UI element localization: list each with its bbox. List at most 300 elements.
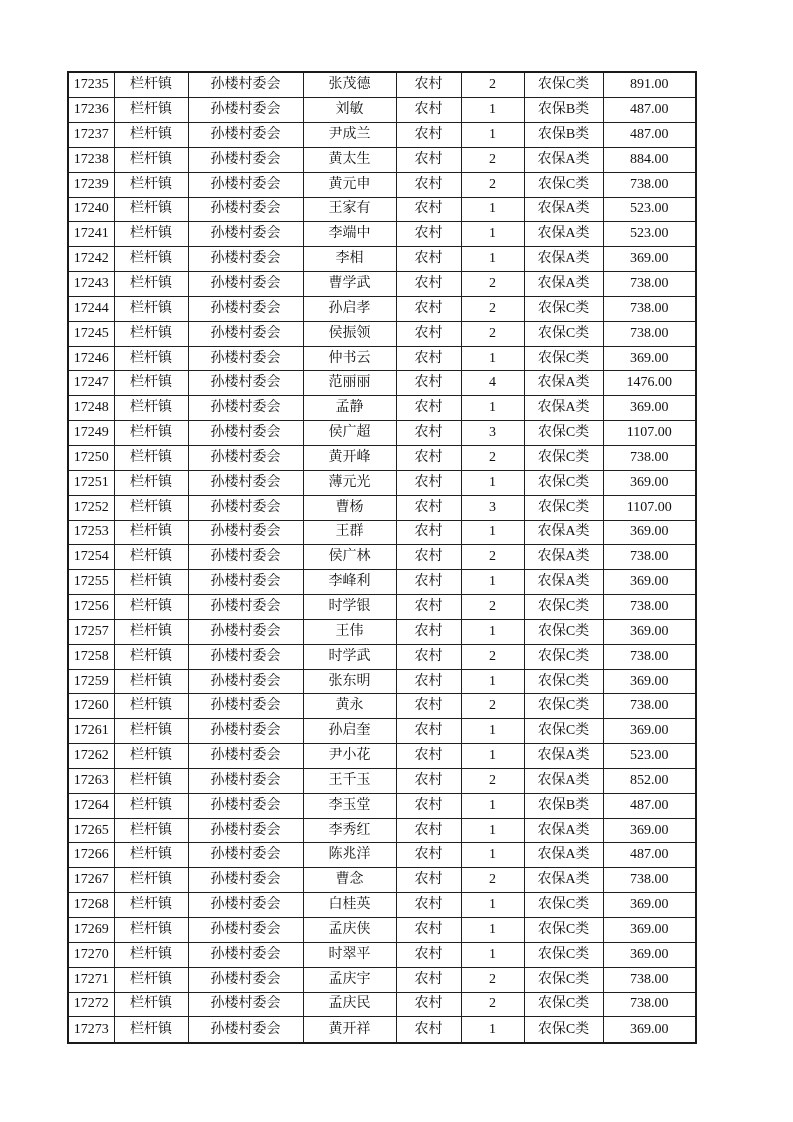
cell-person-count: 3	[461, 495, 524, 520]
cell-town: 栏杆镇	[114, 669, 188, 694]
cell-village-committee: 孙楼村委会	[188, 719, 303, 744]
cell-record-id: 17251	[68, 470, 114, 495]
table-row	[68, 222, 696, 247]
cell-town: 栏杆镇	[114, 545, 188, 570]
cell-person-count: 2	[461, 296, 524, 321]
cell-village-committee: 孙楼村委会	[188, 992, 303, 1017]
cell-person-name: 李相	[303, 247, 396, 272]
cell-amount: 369.00	[603, 918, 696, 943]
cell-insurance-category: 农保C类	[524, 445, 603, 470]
cell-amount: 369.00	[603, 470, 696, 495]
cell-town: 栏杆镇	[114, 595, 188, 620]
cell-person-name: 王家有	[303, 197, 396, 222]
cell-village-committee: 孙楼村委会	[188, 147, 303, 172]
cell-person-count: 1	[461, 98, 524, 123]
cell-town: 栏杆镇	[114, 942, 188, 967]
cell-person-name: 王群	[303, 520, 396, 545]
cell-area-type: 农村	[396, 197, 461, 222]
cell-village-committee: 孙楼村委会	[188, 942, 303, 967]
cell-record-id: 17273	[68, 1017, 114, 1043]
table-row	[68, 942, 696, 967]
cell-person-count: 1	[461, 222, 524, 247]
cell-area-type: 农村	[396, 396, 461, 421]
cell-town: 栏杆镇	[114, 470, 188, 495]
cell-insurance-category: 农保A类	[524, 520, 603, 545]
cell-amount: 369.00	[603, 619, 696, 644]
table-row	[68, 296, 696, 321]
cell-person-name: 范丽丽	[303, 371, 396, 396]
cell-town: 栏杆镇	[114, 421, 188, 446]
cell-amount: 738.00	[603, 992, 696, 1017]
cell-person-name: 尹小花	[303, 744, 396, 769]
table-row	[68, 421, 696, 446]
cell-insurance-category: 农保C类	[524, 644, 603, 669]
cell-person-name: 黄元申	[303, 172, 396, 197]
table-row	[68, 147, 696, 172]
cell-person-name: 时学银	[303, 595, 396, 620]
cell-area-type: 农村	[396, 470, 461, 495]
cell-person-name: 曹杨	[303, 495, 396, 520]
table-row	[68, 346, 696, 371]
table-row	[68, 98, 696, 123]
cell-village-committee: 孙楼村委会	[188, 98, 303, 123]
cell-record-id: 17253	[68, 520, 114, 545]
cell-town: 栏杆镇	[114, 197, 188, 222]
cell-area-type: 农村	[396, 967, 461, 992]
cell-insurance-category: 农保A类	[524, 843, 603, 868]
cell-amount: 369.00	[603, 570, 696, 595]
cell-person-name: 李端中	[303, 222, 396, 247]
cell-person-count: 2	[461, 445, 524, 470]
cell-person-name: 孙启孝	[303, 296, 396, 321]
cell-insurance-category: 农保C类	[524, 72, 603, 98]
cell-amount: 487.00	[603, 98, 696, 123]
cell-person-name: 孟庆民	[303, 992, 396, 1017]
cell-town: 栏杆镇	[114, 172, 188, 197]
cell-town: 栏杆镇	[114, 520, 188, 545]
cell-amount: 369.00	[603, 942, 696, 967]
cell-area-type: 农村	[396, 72, 461, 98]
cell-person-count: 2	[461, 147, 524, 172]
cell-person-name: 李玉堂	[303, 793, 396, 818]
cell-village-committee: 孙楼村委会	[188, 669, 303, 694]
cell-record-id: 17241	[68, 222, 114, 247]
cell-record-id: 17269	[68, 918, 114, 943]
cell-person-count: 2	[461, 694, 524, 719]
cell-person-count: 2	[461, 321, 524, 346]
cell-area-type: 农村	[396, 918, 461, 943]
cell-person-name: 王伟	[303, 619, 396, 644]
cell-amount: 523.00	[603, 197, 696, 222]
cell-person-count: 1	[461, 744, 524, 769]
cell-insurance-category: 农保A类	[524, 396, 603, 421]
cell-person-count: 2	[461, 545, 524, 570]
cell-person-count: 1	[461, 843, 524, 868]
cell-area-type: 农村	[396, 98, 461, 123]
cell-record-id: 17261	[68, 719, 114, 744]
cell-insurance-category: 农保A类	[524, 818, 603, 843]
cell-town: 栏杆镇	[114, 396, 188, 421]
cell-village-committee: 孙楼村委会	[188, 421, 303, 446]
cell-insurance-category: 农保A类	[524, 197, 603, 222]
cell-record-id: 17257	[68, 619, 114, 644]
cell-person-name: 张茂德	[303, 72, 396, 98]
cell-insurance-category: 农保C类	[524, 421, 603, 446]
cell-person-count: 1	[461, 197, 524, 222]
table-row	[68, 893, 696, 918]
cell-record-id: 17249	[68, 421, 114, 446]
cell-insurance-category: 农保C类	[524, 942, 603, 967]
cell-person-name: 时学武	[303, 644, 396, 669]
cell-amount: 738.00	[603, 172, 696, 197]
records-table	[67, 71, 697, 1044]
cell-person-count: 1	[461, 247, 524, 272]
cell-person-count: 1	[461, 470, 524, 495]
table-row	[68, 247, 696, 272]
cell-person-count: 1	[461, 719, 524, 744]
cell-amount: 891.00	[603, 72, 696, 98]
cell-town: 栏杆镇	[114, 346, 188, 371]
cell-record-id: 17244	[68, 296, 114, 321]
cell-town: 栏杆镇	[114, 321, 188, 346]
table-row	[68, 967, 696, 992]
table-row	[68, 545, 696, 570]
table-row	[68, 470, 696, 495]
cell-area-type: 农村	[396, 321, 461, 346]
cell-amount: 369.00	[603, 719, 696, 744]
cell-record-id: 17260	[68, 694, 114, 719]
cell-town: 栏杆镇	[114, 768, 188, 793]
cell-record-id: 17254	[68, 545, 114, 570]
cell-amount: 487.00	[603, 123, 696, 148]
cell-village-committee: 孙楼村委会	[188, 346, 303, 371]
cell-insurance-category: 农保C类	[524, 495, 603, 520]
cell-town: 栏杆镇	[114, 719, 188, 744]
cell-record-id: 17238	[68, 147, 114, 172]
cell-town: 栏杆镇	[114, 893, 188, 918]
cell-village-committee: 孙楼村委会	[188, 296, 303, 321]
cell-insurance-category: 农保A类	[524, 147, 603, 172]
cell-person-name: 曹念	[303, 868, 396, 893]
cell-area-type: 农村	[396, 793, 461, 818]
cell-village-committee: 孙楼村委会	[188, 768, 303, 793]
cell-person-count: 1	[461, 346, 524, 371]
cell-insurance-category: 农保A类	[524, 371, 603, 396]
cell-person-count: 2	[461, 967, 524, 992]
cell-insurance-category: 农保A类	[524, 744, 603, 769]
cell-town: 栏杆镇	[114, 868, 188, 893]
cell-person-name: 孟庆宇	[303, 967, 396, 992]
cell-town: 栏杆镇	[114, 1017, 188, 1043]
cell-amount: 369.00	[603, 669, 696, 694]
cell-record-id: 17246	[68, 346, 114, 371]
cell-record-id: 17264	[68, 793, 114, 818]
cell-person-name: 李秀红	[303, 818, 396, 843]
cell-area-type: 农村	[396, 371, 461, 396]
cell-person-name: 仲书云	[303, 346, 396, 371]
cell-village-committee: 孙楼村委会	[188, 595, 303, 620]
cell-area-type: 农村	[396, 744, 461, 769]
cell-area-type: 农村	[396, 768, 461, 793]
table-row	[68, 619, 696, 644]
cell-person-count: 2	[461, 172, 524, 197]
cell-insurance-category: 农保C类	[524, 669, 603, 694]
cell-person-name: 侯振领	[303, 321, 396, 346]
cell-insurance-category: 农保B类	[524, 98, 603, 123]
cell-insurance-category: 农保A类	[524, 545, 603, 570]
table-row	[68, 818, 696, 843]
cell-village-committee: 孙楼村委会	[188, 222, 303, 247]
cell-amount: 487.00	[603, 843, 696, 868]
cell-village-committee: 孙楼村委会	[188, 818, 303, 843]
cell-amount: 738.00	[603, 272, 696, 297]
table-row	[68, 843, 696, 868]
cell-amount: 523.00	[603, 744, 696, 769]
cell-town: 栏杆镇	[114, 570, 188, 595]
cell-town: 栏杆镇	[114, 247, 188, 272]
cell-insurance-category: 农保C类	[524, 470, 603, 495]
cell-town: 栏杆镇	[114, 793, 188, 818]
table-row	[68, 768, 696, 793]
cell-area-type: 农村	[396, 942, 461, 967]
cell-insurance-category: 农保C类	[524, 619, 603, 644]
cell-person-count: 1	[461, 818, 524, 843]
cell-amount: 369.00	[603, 1017, 696, 1043]
cell-person-count: 2	[461, 768, 524, 793]
cell-town: 栏杆镇	[114, 495, 188, 520]
cell-town: 栏杆镇	[114, 72, 188, 98]
table-row	[68, 644, 696, 669]
cell-area-type: 农村	[396, 445, 461, 470]
cell-person-count: 2	[461, 272, 524, 297]
cell-area-type: 农村	[396, 843, 461, 868]
cell-town: 栏杆镇	[114, 445, 188, 470]
cell-area-type: 农村	[396, 421, 461, 446]
cell-person-name: 黄开祥	[303, 1017, 396, 1043]
cell-person-name: 王千玉	[303, 768, 396, 793]
table-row	[68, 918, 696, 943]
cell-insurance-category: 农保C类	[524, 992, 603, 1017]
cell-area-type: 农村	[396, 619, 461, 644]
cell-town: 栏杆镇	[114, 967, 188, 992]
cell-record-id: 17247	[68, 371, 114, 396]
cell-area-type: 农村	[396, 992, 461, 1017]
cell-village-committee: 孙楼村委会	[188, 843, 303, 868]
cell-town: 栏杆镇	[114, 918, 188, 943]
cell-village-committee: 孙楼村委会	[188, 272, 303, 297]
cell-amount: 738.00	[603, 545, 696, 570]
cell-village-committee: 孙楼村委会	[188, 321, 303, 346]
cell-person-count: 1	[461, 918, 524, 943]
cell-village-committee: 孙楼村委会	[188, 123, 303, 148]
cell-person-count: 1	[461, 669, 524, 694]
cell-village-committee: 孙楼村委会	[188, 1017, 303, 1043]
table-row	[68, 669, 696, 694]
table-row	[68, 1017, 696, 1043]
cell-amount: 369.00	[603, 893, 696, 918]
cell-area-type: 农村	[396, 719, 461, 744]
cell-record-id: 17250	[68, 445, 114, 470]
cell-insurance-category: 农保C类	[524, 172, 603, 197]
cell-amount: 1107.00	[603, 495, 696, 520]
cell-insurance-category: 农保C类	[524, 321, 603, 346]
cell-village-committee: 孙楼村委会	[188, 172, 303, 197]
table-row	[68, 694, 696, 719]
cell-village-committee: 孙楼村委会	[188, 644, 303, 669]
cell-area-type: 农村	[396, 644, 461, 669]
cell-area-type: 农村	[396, 123, 461, 148]
cell-record-id: 17266	[68, 843, 114, 868]
cell-person-count: 2	[461, 72, 524, 98]
table-row	[68, 371, 696, 396]
cell-person-count: 3	[461, 421, 524, 446]
cell-record-id: 17248	[68, 396, 114, 421]
cell-person-count: 1	[461, 570, 524, 595]
cell-record-id: 17258	[68, 644, 114, 669]
cell-amount: 884.00	[603, 147, 696, 172]
cell-town: 栏杆镇	[114, 272, 188, 297]
cell-area-type: 农村	[396, 346, 461, 371]
cell-area-type: 农村	[396, 595, 461, 620]
cell-person-name: 薄元光	[303, 470, 396, 495]
cell-record-id: 17259	[68, 669, 114, 694]
cell-person-count: 2	[461, 868, 524, 893]
cell-person-name: 孟庆侠	[303, 918, 396, 943]
cell-person-count: 2	[461, 992, 524, 1017]
cell-town: 栏杆镇	[114, 694, 188, 719]
cell-town: 栏杆镇	[114, 296, 188, 321]
cell-insurance-category: 农保A类	[524, 768, 603, 793]
cell-person-name: 白桂英	[303, 893, 396, 918]
table-row	[68, 595, 696, 620]
cell-person-count: 1	[461, 123, 524, 148]
cell-amount: 369.00	[603, 520, 696, 545]
cell-area-type: 农村	[396, 818, 461, 843]
cell-amount: 738.00	[603, 321, 696, 346]
cell-record-id: 17262	[68, 744, 114, 769]
cell-village-committee: 孙楼村委会	[188, 495, 303, 520]
cell-amount: 369.00	[603, 247, 696, 272]
cell-record-id: 17268	[68, 893, 114, 918]
table-row	[68, 744, 696, 769]
cell-area-type: 农村	[396, 172, 461, 197]
cell-village-committee: 孙楼村委会	[188, 470, 303, 495]
cell-amount: 369.00	[603, 396, 696, 421]
table-row	[68, 520, 696, 545]
cell-town: 栏杆镇	[114, 843, 188, 868]
cell-insurance-category: 农保C类	[524, 893, 603, 918]
table-row	[68, 445, 696, 470]
cell-village-committee: 孙楼村委会	[188, 793, 303, 818]
cell-person-count: 4	[461, 371, 524, 396]
cell-town: 栏杆镇	[114, 222, 188, 247]
table-row	[68, 793, 696, 818]
cell-person-count: 2	[461, 595, 524, 620]
cell-amount: 738.00	[603, 296, 696, 321]
cell-person-name: 黄太生	[303, 147, 396, 172]
cell-town: 栏杆镇	[114, 98, 188, 123]
cell-insurance-category: 农保C类	[524, 595, 603, 620]
cell-amount: 369.00	[603, 818, 696, 843]
cell-insurance-category: 农保A类	[524, 222, 603, 247]
cell-record-id: 17235	[68, 72, 114, 98]
cell-insurance-category: 农保A类	[524, 247, 603, 272]
cell-person-count: 1	[461, 619, 524, 644]
cell-amount: 523.00	[603, 222, 696, 247]
cell-person-count: 1	[461, 793, 524, 818]
cell-record-id: 17265	[68, 818, 114, 843]
cell-area-type: 农村	[396, 247, 461, 272]
cell-area-type: 农村	[396, 669, 461, 694]
cell-insurance-category: 农保B类	[524, 123, 603, 148]
cell-town: 栏杆镇	[114, 992, 188, 1017]
cell-insurance-category: 农保A类	[524, 272, 603, 297]
cell-insurance-category: 农保C类	[524, 967, 603, 992]
table-row	[68, 72, 696, 98]
cell-record-id: 17256	[68, 595, 114, 620]
cell-record-id: 17270	[68, 942, 114, 967]
cell-town: 栏杆镇	[114, 371, 188, 396]
cell-person-name: 侯广林	[303, 545, 396, 570]
table-row	[68, 868, 696, 893]
cell-village-committee: 孙楼村委会	[188, 868, 303, 893]
cell-amount: 738.00	[603, 868, 696, 893]
cell-record-id: 17272	[68, 992, 114, 1017]
cell-amount: 738.00	[603, 644, 696, 669]
cell-person-name: 黄开峰	[303, 445, 396, 470]
cell-record-id: 17271	[68, 967, 114, 992]
cell-person-count: 1	[461, 942, 524, 967]
cell-village-committee: 孙楼村委会	[188, 570, 303, 595]
cell-person-name: 曹学武	[303, 272, 396, 297]
cell-person-name: 陈兆洋	[303, 843, 396, 868]
cell-record-id: 17243	[68, 272, 114, 297]
cell-record-id: 17242	[68, 247, 114, 272]
cell-amount: 852.00	[603, 768, 696, 793]
cell-village-committee: 孙楼村委会	[188, 396, 303, 421]
cell-record-id: 17267	[68, 868, 114, 893]
cell-record-id: 17237	[68, 123, 114, 148]
cell-area-type: 农村	[396, 545, 461, 570]
cell-village-committee: 孙楼村委会	[188, 619, 303, 644]
cell-amount: 369.00	[603, 346, 696, 371]
cell-record-id: 17263	[68, 768, 114, 793]
cell-record-id: 17236	[68, 98, 114, 123]
cell-insurance-category: 农保A类	[524, 570, 603, 595]
cell-record-id: 17245	[68, 321, 114, 346]
cell-town: 栏杆镇	[114, 644, 188, 669]
cell-insurance-category: 农保C类	[524, 694, 603, 719]
table-row	[68, 495, 696, 520]
cell-village-committee: 孙楼村委会	[188, 918, 303, 943]
cell-person-count: 1	[461, 396, 524, 421]
cell-village-committee: 孙楼村委会	[188, 893, 303, 918]
cell-village-committee: 孙楼村委会	[188, 247, 303, 272]
cell-town: 栏杆镇	[114, 147, 188, 172]
cell-person-name: 黄永	[303, 694, 396, 719]
cell-person-count: 1	[461, 893, 524, 918]
cell-person-name: 尹成兰	[303, 123, 396, 148]
cell-amount: 738.00	[603, 445, 696, 470]
cell-village-committee: 孙楼村委会	[188, 72, 303, 98]
cell-area-type: 农村	[396, 893, 461, 918]
cell-town: 栏杆镇	[114, 123, 188, 148]
cell-insurance-category: 农保C类	[524, 918, 603, 943]
cell-area-type: 农村	[396, 1017, 461, 1043]
cell-amount: 1107.00	[603, 421, 696, 446]
cell-person-name: 李峰利	[303, 570, 396, 595]
cell-person-count: 2	[461, 644, 524, 669]
